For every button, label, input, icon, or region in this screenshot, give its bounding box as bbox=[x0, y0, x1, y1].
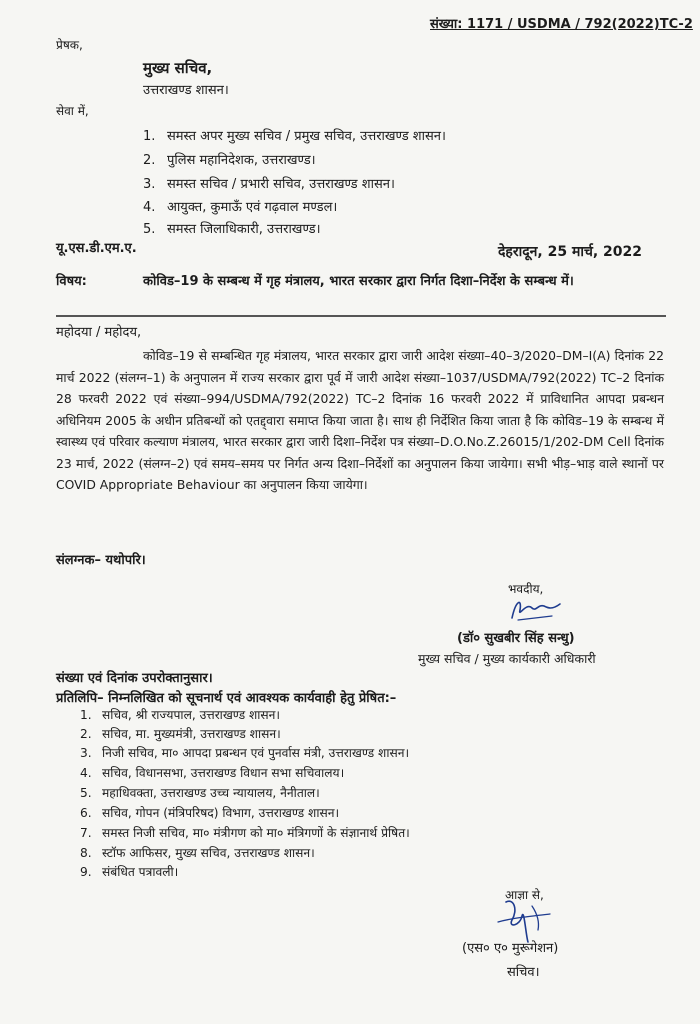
recipient-text: समस्त अपर मुख्य सचिव / प्रमुख सचिव, उत्तराखण्ड शासन। bbox=[167, 129, 446, 144]
subject-divider bbox=[56, 315, 666, 317]
copy-item bbox=[80, 824, 410, 841]
copy-item bbox=[80, 744, 409, 761]
reference-number: संख्या: 1171 / USDMA / 792(2022)TC-2 bbox=[430, 17, 693, 32]
salutation: महोदया / महोदय, bbox=[56, 325, 142, 340]
copy-number: 3. bbox=[80, 746, 92, 760]
order-from: आज्ञा से, bbox=[505, 888, 544, 902]
copy-number: 1. bbox=[80, 708, 92, 722]
recipient-number: 4. bbox=[143, 200, 156, 215]
copy-text: सचिव, गोपन (मंत्रिपरिषद) विभाग, उत्तराखण्ड शासन। bbox=[102, 806, 340, 820]
copy-number: 2. bbox=[80, 727, 92, 741]
copy-item bbox=[80, 863, 178, 880]
copy-text: स्टॉफ आफिसर, मुख्य सचिव, उत्तराखण्ड शासन। bbox=[102, 846, 315, 860]
recipient-item bbox=[143, 174, 395, 192]
copy-number: 5. bbox=[80, 786, 92, 800]
signature-1-icon bbox=[508, 596, 564, 624]
copy-number: 9. bbox=[80, 865, 92, 879]
copy-text: समस्त निजी सचिव, मा० मंत्रीगण को मा० मंत्रिगणों के संज्ञानार्थ प्रेषित। bbox=[102, 826, 410, 840]
copy-number: 4. bbox=[80, 766, 92, 780]
copy-text: सचिव, विधानसभा, उत्तराखण्ड विधान सभा सचिवालय। bbox=[102, 766, 345, 780]
recipient-item bbox=[143, 219, 321, 237]
sender-label: प्रेषक, bbox=[56, 38, 83, 52]
signer-1-name: (डॉ० सुखबीर सिंह सन्धु) bbox=[457, 631, 575, 646]
reference-2: संख्या एवं दिनांक उपरोक्तानुसार। bbox=[56, 671, 213, 686]
copy-item bbox=[80, 804, 339, 821]
copy-number: 7. bbox=[80, 826, 92, 840]
copy-text: निजी सचिव, मा० आपदा प्रबन्धन एवं पुनर्वास मंत्री, उत्तराखण्ड शासन। bbox=[102, 746, 410, 760]
recipient-item bbox=[143, 150, 316, 168]
signer-1-designation: मुख्य सचिव / मुख्य कार्यकारी अधिकारी bbox=[418, 651, 596, 666]
recipient-item bbox=[143, 197, 337, 215]
enclosure: संलग्नक– यथोपरि। bbox=[56, 553, 146, 568]
copy-item bbox=[80, 844, 315, 861]
copy-item bbox=[80, 706, 280, 723]
copy-text: महाधिवक्ता, उत्तराखण्ड उच्च न्यायालय, नैनीताल। bbox=[102, 786, 320, 800]
recipient-text: समस्त सचिव / प्रभारी सचिव, उत्तराखण्ड शासन। bbox=[167, 177, 395, 192]
recipient-text: आयुक्त, कुमाऊँ एवं गढ़वाल मण्डल। bbox=[167, 200, 338, 215]
letter-date: देहरादून, 25 मार्च, 2022 bbox=[498, 244, 643, 260]
sender-org: उत्तराखण्ड शासन। bbox=[143, 83, 229, 98]
recipient-number: 5. bbox=[143, 222, 156, 237]
recipient-text: समस्त जिलाधिकारी, उत्तराखण्ड। bbox=[167, 222, 321, 237]
copy-heading: प्रतिलिपि– निम्नलिखित को सूचनार्थ एवं आवश्यक कार्यवाही हेतु प्रेषित:– bbox=[56, 691, 397, 706]
letter-body: कोविड–19 से सम्बन्धित गृह मंत्रालय, भारत सरकार द्वारा जारी आदेश संख्या–40–3/2020–DM–I(A) दिनांक 22 मार्च 2022 (संलग्न–1) के अनुपालन में राज्य सरकार द्वारा पूर्व में जारी आदेश संख्या–1037/USDMA/792(2022) TC–2 दिनांक 28 फरवरी 2022 एवं संख्या–994/USDMA/792(2022) TC–2 दिनांक 16 फरवरी 2022 में प्राविधानित आपदा प्रबन्धन अधिनियम 2005 के अधीन प्रतिबन्धों को एतद्द्वारा समाप्त किया जाता है। साथ ही निर्देशित किया जाता है कि कोविड–19 के सम्बन्ध में स्वास्थ्य एवं परिवार कल्याण मंत्रालय, भारत सरकार द्वारा जारी दिशा–निर्देश पत्र संख्या–D.O.No.Z.26015/1/202-DM Cell दिनांक 23 मार्च, 2022 (संलग्न–2) एवं समय–समय पर निर्गत अन्य दिशा–निर्देशों का अनुपालन किया जायेगा। सभी भीड़–भाड़ वाले स्थानों पर COVID Appropriate Behaviour का अनुपालन किया जायेगा। bbox=[56, 348, 664, 492]
copy-item bbox=[80, 784, 320, 801]
subject-label: विषय: bbox=[56, 274, 87, 289]
signer-2-name: (एस० ए० मुरूगेशन) bbox=[462, 941, 559, 956]
copy-item bbox=[80, 764, 344, 781]
recipient-number: 2. bbox=[143, 153, 156, 168]
copy-text: संबंधित पत्रावली। bbox=[102, 865, 179, 879]
recipient-number: 3. bbox=[143, 177, 156, 192]
copy-text: सचिव, मा. मुख्यमंत्री, उत्तराखण्ड शासन। bbox=[102, 727, 281, 741]
to-label: सेवा में, bbox=[56, 104, 89, 118]
closing: भवदीय, bbox=[508, 582, 544, 596]
copy-text: सचिव, श्री राज्यपाल, उत्तराखण्ड शासन। bbox=[102, 708, 281, 722]
recipient-number: 1. bbox=[143, 129, 156, 144]
subject-text: कोविड–19 के सम्बन्ध में गृह मंत्रालय, भारत सरकार द्वारा निर्गत दिशा–निर्देश के सम्बन्ध में। bbox=[143, 274, 574, 289]
copy-number: 6. bbox=[80, 806, 92, 820]
copy-number: 8. bbox=[80, 846, 92, 860]
recipient-item bbox=[143, 126, 446, 144]
sender-name: मुख्य सचिव, bbox=[143, 59, 213, 77]
recipient-text: पुलिस महानिदेशक, उत्तराखण्ड। bbox=[167, 153, 316, 168]
signer-2-designation: सचिव। bbox=[507, 965, 540, 980]
copy-item bbox=[80, 725, 281, 742]
department: यू.एस.डी.एम.ए. bbox=[56, 241, 137, 256]
signature-2-icon bbox=[492, 896, 554, 944]
